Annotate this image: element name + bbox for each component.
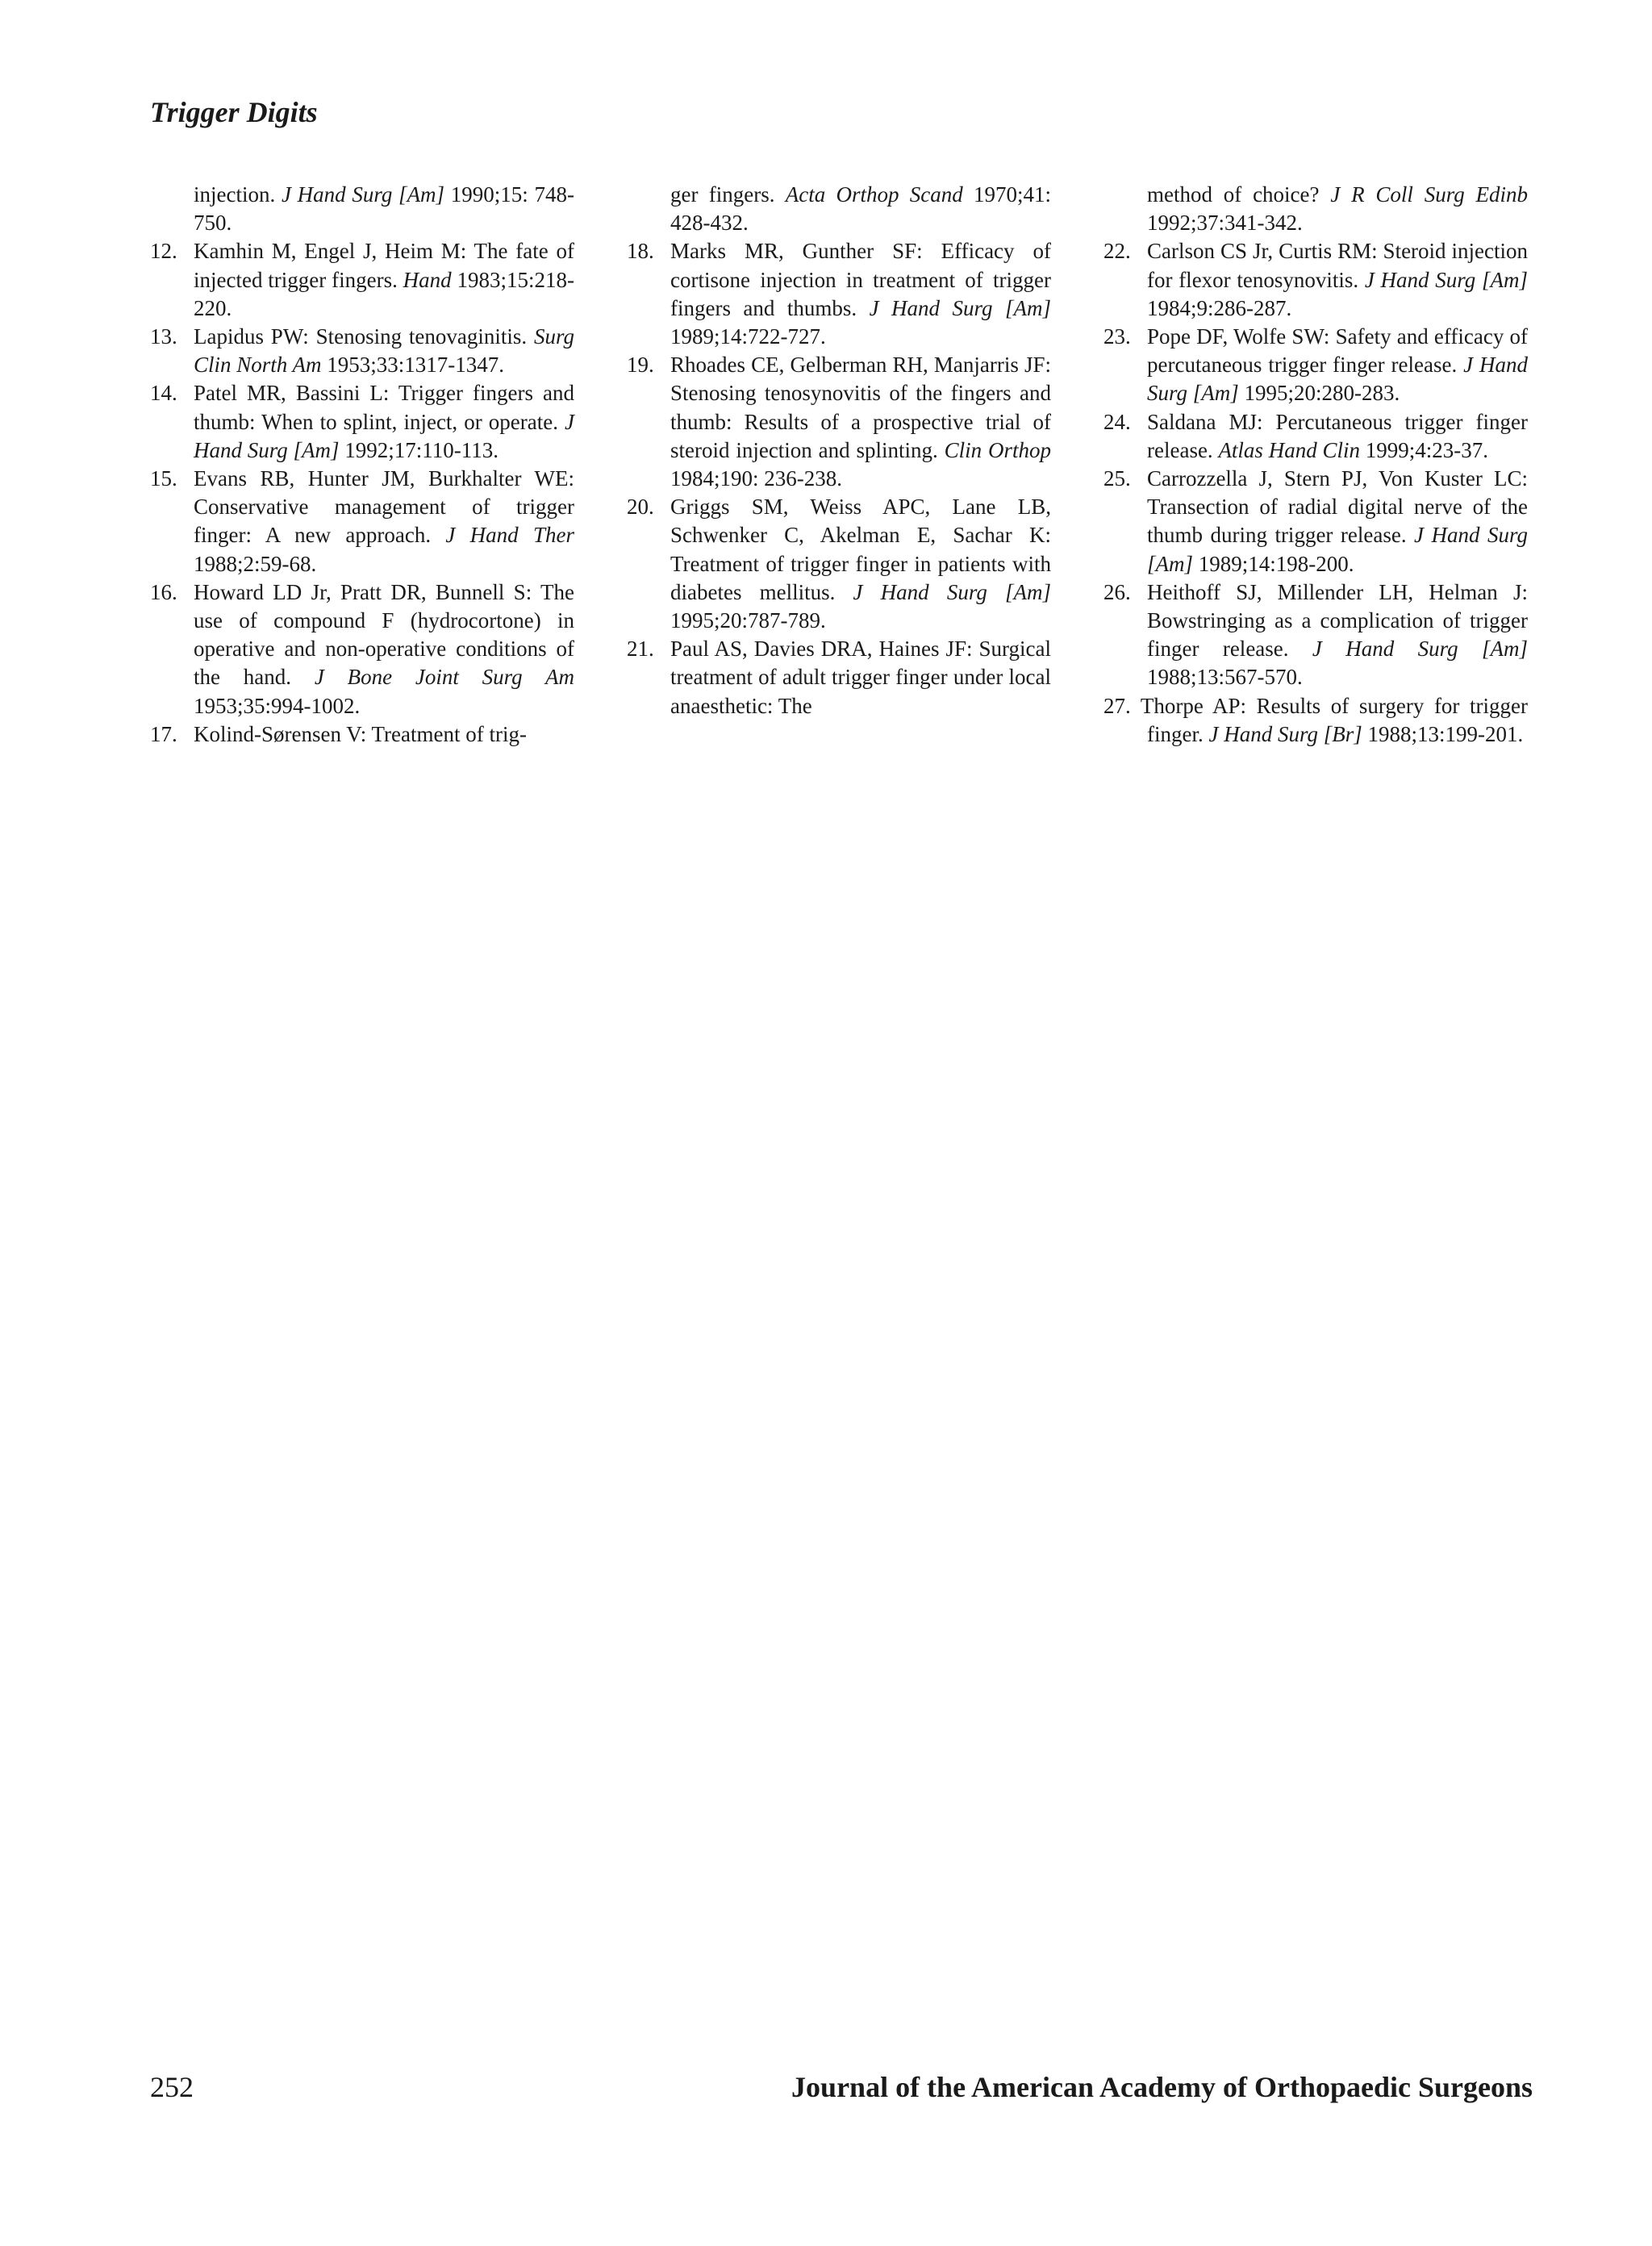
reference-authors-title: injection. (194, 182, 282, 207)
reference-journal: J Hand Surg [Am] (869, 295, 1051, 320)
reference-journal: J R Coll Surg Edinb (1330, 182, 1528, 207)
journal-name: Journal of the American Academy of Orthopaedic Surgeons (791, 2071, 1533, 2103)
reference-citation: 1999;4:23-37. (1359, 437, 1488, 462)
reference-journal: J Hand Surg [Am] (853, 579, 1051, 604)
reference-citation: 1990;15: 748-750. (194, 182, 574, 236)
reference-journal: J Hand Ther (445, 523, 574, 548)
reference-number: 24. (1103, 409, 1131, 434)
reference-entry (1103, 408, 1528, 465)
reference-text (1147, 237, 1528, 323)
reference-number: 23. (1103, 324, 1131, 349)
reference-journal: Surg Clin North Am (194, 324, 574, 378)
reference-authors-title: Kamhin M, Engel J, Heim M: The fate of injected trigger fingers. (194, 239, 574, 292)
reference-column-1 (150, 181, 574, 749)
reference-authors-title: Saldana MJ: Percutaneous trigger finger release. (1147, 409, 1528, 462)
reference-entry (150, 465, 574, 578)
running-head: Trigger Digits (150, 96, 318, 128)
reference-text (670, 635, 1051, 720)
reference-citation: 1984;9:286-287. (1147, 295, 1292, 320)
reference-number: 14. (150, 381, 177, 406)
reference-number: 17. (150, 721, 177, 746)
reference-authors-title: Carrozzella J, Stern PJ, Von Kuster LC: Transection of radial digital nerve of the thumb during trigger release. (1147, 466, 1528, 548)
reference-authors-title: Heithoff SJ, Millender LH, Helman J: Bowstringing as a complication of trigger finger release. (1147, 579, 1528, 662)
reference-number: 12. (150, 239, 177, 264)
reference-citation: 1953;33:1317-1347. (321, 353, 505, 378)
reference-text (194, 465, 574, 578)
reference-entry (627, 237, 1051, 351)
reference-authors-title: Rhoades CE, Gelberman RH, Manjarris JF: Stenosing tenosynovitis of the fingers and thumb: Results of a prospective trial of steroid injection and splinting. (670, 353, 1051, 462)
reference-number: 20. (627, 495, 654, 520)
reference-entry (627, 635, 1051, 720)
page-number: 252 (150, 2071, 194, 2103)
reference-column-3 (1103, 181, 1528, 749)
reference-authors-title: ger fingers. (670, 182, 786, 207)
reference-citation: 1992;17:110-113. (339, 437, 499, 462)
reference-authors-title: Marks MR, Gunther SF: Efficacy of cortisone injection in treatment of trigger fingers and thumbs. (670, 239, 1051, 320)
reference-text (670, 493, 1051, 635)
reference-citation: 1989;14:198-200. (1193, 551, 1354, 576)
reference-entry (1103, 323, 1528, 408)
reference-list (150, 181, 1528, 749)
reference-authors-title: Lapidus PW: Stenosing tenovaginitis. (194, 324, 534, 349)
reference-entry (150, 181, 574, 237)
reference-text (670, 237, 1051, 351)
reference-journal: Acta Orthop Scand (785, 182, 963, 207)
reference-number: 25. (1103, 466, 1131, 491)
reference-journal: J Hand Surg [Am] (281, 182, 445, 207)
reference-entry (150, 323, 574, 379)
reference-text (194, 379, 574, 465)
reference-entry (1103, 465, 1528, 578)
reference-number: 21. (627, 637, 654, 662)
reference-text (194, 237, 574, 323)
reference-authors-title: Patel MR, Bassini L: Trigger fingers and thumb: When to splint, inject, or operate. (194, 381, 574, 434)
reference-text (1147, 465, 1528, 578)
reference-citation: 1984;190: 236-238. (670, 466, 842, 491)
reference-text (150, 181, 574, 237)
reference-citation: 1953;35:994-1002. (194, 693, 361, 718)
reference-text (1103, 181, 1528, 237)
reference-number: 13. (150, 324, 177, 349)
reference-entry (627, 351, 1051, 493)
reference-text (1147, 578, 1528, 692)
reference-citation: 1989;14:722-727. (670, 324, 826, 349)
reference-entry (627, 181, 1051, 237)
reference-authors-title: Howard LD Jr, Pratt DR, Bunnell S: The use of compound F (hydrocortone) in operative and non-operative conditions of the hand. (194, 579, 574, 690)
reference-journal: Clin Orthop (944, 437, 1051, 462)
reference-authors-title: Pope DF, Wolfe SW: Safety and efficacy of percutaneous trigger finger release. (1147, 324, 1528, 378)
reference-number: 16. (150, 579, 177, 604)
reference-citation: 1988;13:199-201. (1362, 721, 1524, 746)
reference-journal: J Hand Surg [Am] (194, 409, 574, 462)
reference-text (194, 720, 574, 749)
reference-number: 27. (1103, 693, 1131, 718)
reference-journal: J Hand Surg [Am] (1312, 637, 1529, 662)
reference-entry (150, 720, 574, 749)
reference-text (194, 323, 574, 379)
reference-number: 19. (627, 353, 654, 378)
reference-authors-title: Evans RB, Hunter JM, Burkhalter WE: Conservative management of trigger finger: A new approach. (194, 466, 574, 548)
reference-entry (150, 578, 574, 720)
reference-entry (627, 493, 1051, 635)
reference-text (1147, 323, 1528, 408)
reference-entry (1103, 237, 1528, 323)
reference-entry (1103, 692, 1528, 749)
reference-journal: J Hand Surg [Am] (1147, 523, 1528, 576)
reference-number: 18. (627, 239, 654, 264)
reference-entry (1103, 181, 1528, 237)
reference-text (194, 578, 574, 720)
reference-column-2 (627, 181, 1051, 749)
reference-authors-title: Paul AS, Davies DRA, Haines JF: Surgical treatment of adult trigger finger under local anaesthetic: The (670, 637, 1051, 718)
reference-authors-title: Kolind-Sørensen V: Treatment of trig- (194, 721, 527, 746)
reference-citation: 1988;13:567-570. (1147, 665, 1303, 690)
reference-text (1103, 692, 1528, 749)
reference-authors-title: Carlson CS Jr, Curtis RM: Steroid injection for flexor tenosynovitis. (1147, 239, 1528, 292)
reference-journal: Atlas Hand Clin (1218, 437, 1360, 462)
reference-entry (150, 379, 574, 465)
reference-authors-title: Griggs SM, Weiss APC, Lane LB, Schwenker C, Akelman E, Sachar K: Treatment of trigger finger in patients with diabetes mellitus. (670, 495, 1051, 604)
reference-citation: 1995;20:787-789. (670, 608, 826, 633)
reference-journal: J Hand Surg [Am] (1364, 267, 1528, 292)
reference-citation: 1988;2:59-68. (194, 551, 317, 576)
reference-text (670, 351, 1051, 493)
reference-text (1147, 408, 1528, 465)
reference-journal: J Hand Surg [Br] (1208, 721, 1362, 746)
reference-journal: J Hand Surg [Am] (1147, 353, 1528, 406)
reference-citation: 1970;41: 428-432. (670, 182, 1051, 236)
reference-journal: Hand (403, 267, 452, 292)
reference-number: 22. (1103, 239, 1131, 264)
reference-authors-title: method of choice? (1147, 182, 1331, 207)
reference-authors-title: Thorpe AP: Results of surgery for trigger finger. (1140, 693, 1529, 746)
reference-entry (150, 237, 574, 323)
reference-number: 15. (150, 466, 177, 491)
reference-citation: 1983;15:218-220. (194, 267, 575, 320)
reference-entry (1103, 578, 1528, 692)
reference-journal: J Bone Joint Surg Am (314, 665, 574, 690)
reference-number: 26. (1103, 579, 1131, 604)
reference-citation: 1995;20:280-283. (1238, 381, 1400, 406)
reference-citation: 1992;37:341-342. (1147, 211, 1303, 236)
reference-text (627, 181, 1051, 237)
